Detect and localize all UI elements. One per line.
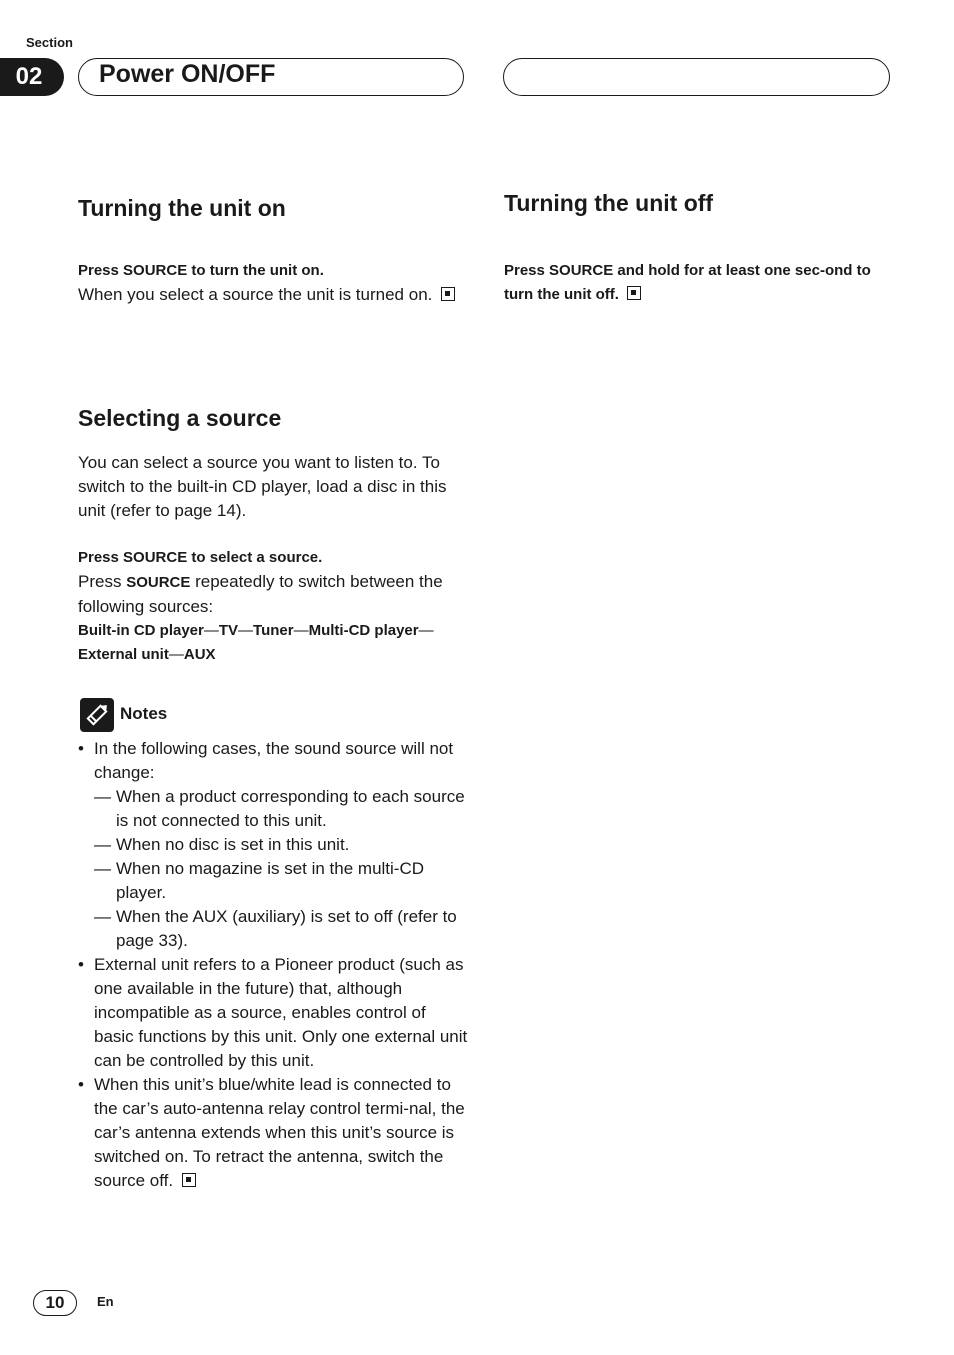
note-item: • When this unit’s blue/white lead is connected to the car’s auto-antenna relay control termi-nal, the car’s antenna extends when this unit’s source is switched on. To retract the antenna, switch the source off. [78,1075,465,1190]
notes-label: Notes [120,704,168,723]
heading-turning-on: Turning the unit on [78,195,286,221]
end-mark-icon [441,287,455,301]
notes-pencil-icon [80,698,114,732]
selecting-intro: You can select a source you want to listen to. To switch to the built-in CD player, load a disc in this unit (refer to page 14). [78,453,447,520]
selecting-body: Press SOURCE repeatedly to switch between the following sources: [78,572,443,616]
page-title: Power ON/OFF [99,60,276,88]
instruction-turn-on: Press SOURCE to turn the unit on. [78,262,324,279]
note-subitem: — When the AUX (auxiliary) is set to off (refer to page 33). [94,907,457,950]
note-subitem: — When no magazine is set in the multi-CD player. [94,859,425,902]
source-key: SOURCE [126,574,191,591]
source-key: SOURCE [549,262,614,279]
page-number: 10 [33,1290,77,1316]
title-frame-right [503,58,890,96]
heading-selecting-source: Selecting a source [78,405,282,431]
source-item: External unit [78,646,169,663]
heading-turning-off: Turning the unit off [504,190,714,216]
notes-list [78,737,468,1193]
note-sublist [94,785,468,953]
note-item: • In the following cases, the sound source will not change: — When a product corresponding to each source is not connected to this unit. — When no disc is set in this unit. — When no magazine is set in the multi-CD player. — When the AUX (auxiliary) is set to off (refer to page 33). [78,737,468,953]
language-code: En [97,1294,114,1309]
source-item: Built-in CD player [78,622,204,639]
end-mark-icon [182,1173,196,1187]
source-item: Tuner [253,622,294,639]
source-sequence: Built-in CD player—TV—Tuner—Multi-CD player—External unit—AUX [78,622,434,663]
source-key: SOURCE [123,549,188,566]
source-item: Multi-CD player [308,622,419,639]
end-mark-icon [627,286,641,300]
instruction-select-source: Press SOURCE to select a source. [78,549,323,566]
note-subitem: — When no disc is set in this unit. [94,835,350,854]
source-key: SOURCE [123,262,188,279]
body-turn-on: When you select a source the unit is turned on. [78,283,468,307]
source-item: AUX [183,646,216,663]
section-number-badge: 02 [0,58,64,96]
section-label: Section [26,35,73,50]
note-subitem: — When a product corresponding to each source is not connected to this unit. [94,787,465,830]
instruction-turn-off: Press SOURCE and hold for at least one sec-ond to turn the unit off. [504,262,871,303]
source-item: TV [218,622,239,639]
note-item: • External unit refers to a Pioneer product (such as one available in the future) that, although incompatible as a source, enables control of basic functions by this unit. Only one external unit can be controlled by this unit. [78,955,468,1070]
